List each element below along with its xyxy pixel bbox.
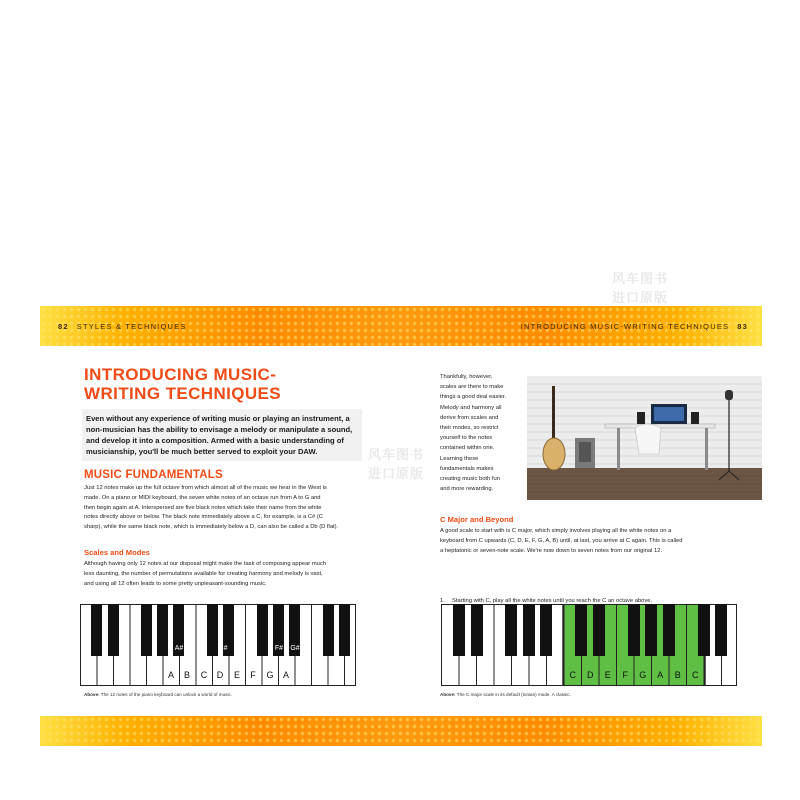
black-key (257, 604, 268, 656)
black-key (645, 604, 657, 656)
sidebar-line: contained within one. (440, 445, 495, 452)
left-section-title: STYLES & TECHNIQUES (76, 322, 187, 331)
guitar-neck (552, 386, 555, 441)
black-key (575, 604, 587, 656)
scale-key-label: E (604, 670, 611, 680)
scale-key-label: C (692, 670, 699, 680)
white-key-label: C (200, 670, 208, 680)
chair (635, 424, 661, 454)
studio-photo (527, 376, 762, 500)
monitor-screen (654, 407, 684, 421)
black-key (108, 604, 119, 656)
right-section-title: INTRODUCING MUSIC-WRITING TECHNIQUES (520, 322, 730, 331)
speaker (637, 412, 645, 424)
watermark-line: 风车图书 (368, 447, 425, 462)
black-key (505, 604, 517, 656)
right-page-number: 83 (737, 322, 748, 331)
black-key (523, 604, 535, 656)
microphone (725, 390, 733, 400)
header-band (40, 306, 762, 346)
desk-leg (617, 428, 620, 470)
black-key (453, 604, 465, 656)
step-line: Starting with C, play all the white notes until you reach the C an octave above. (452, 598, 653, 604)
black-key (91, 604, 102, 656)
intro-paragraph: Even without any experience of writing music or playing an instrument, a non-musician has the ability to envisage a melody or manipulate a sound, and develop it into a composition. Armed with a basic understanding of musicianship, you'll be much better served to exploit your DAW. (82, 409, 362, 461)
page-title (84, 365, 344, 403)
cmajor-line: A good scale to start with is C major, which simply involves playing all the white notes on a (440, 528, 672, 534)
sidebar-line: scales are there to make (440, 384, 504, 391)
black-key-label: D# (234, 645, 244, 652)
left-caption-label: Above: (84, 692, 100, 697)
sidebar-line: their modes, so restrict (440, 425, 499, 432)
left-caption (84, 692, 232, 697)
scale-key-label: D (587, 670, 594, 680)
right-caption-label: Above: (440, 692, 456, 697)
cmajor-text (440, 527, 740, 556)
white-key-label: A (282, 670, 290, 680)
black-key (339, 604, 350, 656)
white-key-label: B (183, 670, 191, 680)
black-key-label: F# (274, 645, 284, 652)
sidebar-line: and more rewarding. (440, 486, 494, 493)
sidebar-line: Learning these (440, 455, 479, 462)
fundamentals-line: notes directly above or below. The black note immediately above a C, for example, is a C# (C (84, 514, 323, 521)
white-key-label: G (266, 670, 274, 680)
fundamentals-line: sharp), while the same black note, which is immediately below a D, can also be called a Db (D flat). (84, 524, 339, 531)
sidebar-line: fundamentals makes (440, 465, 494, 472)
book-spread (40, 306, 762, 746)
fundamentals-text (84, 484, 374, 533)
black-key-label: G# (290, 645, 300, 652)
desk-leg (705, 428, 708, 470)
black-key (141, 604, 152, 656)
scale-key-label: B (674, 670, 681, 680)
black-key (593, 604, 605, 656)
black-key (323, 604, 334, 656)
black-key-label: A# (174, 645, 184, 652)
black-key (715, 604, 727, 656)
white-key-label: A (167, 670, 175, 680)
watermark-top (612, 268, 668, 306)
white-key-label: D (216, 670, 224, 680)
black-key (663, 604, 675, 656)
scale-key-label: C (569, 670, 577, 680)
scale-key-label: G (639, 670, 647, 680)
sidebar-line: creating music both fun (440, 476, 500, 483)
watermark-line: 进口原版 (368, 466, 425, 481)
cmajor-heading: C Major and Beyond (440, 515, 514, 524)
black-key (540, 604, 552, 656)
watermark-line: 进口原版 (612, 290, 669, 305)
guitar-body (543, 438, 565, 470)
fundamentals-line: made. On a piano or MIDI keyboard, the seven white notes of an octave run from A to G and (84, 494, 321, 501)
sidebar-line: Thankfully, however, (440, 374, 493, 380)
sidebar-line: derive from scales and (440, 414, 499, 421)
watermark-center (368, 444, 424, 482)
black-key (698, 604, 710, 656)
black-key (471, 604, 483, 656)
scales-heading: Scales and Modes (84, 548, 150, 557)
title-line-1: INTRODUCING MUSIC- (84, 365, 277, 384)
scales-text (84, 560, 374, 589)
left-caption-text: The 12 notes of the piano keyboard can unlock a world of music. (100, 692, 233, 697)
keyboard-chromatic (80, 604, 356, 686)
black-key-label: C# (218, 645, 228, 652)
step-number: 1. (440, 598, 445, 604)
black-key (157, 604, 168, 656)
scales-line: less daunting, the number of permutations available for creating harmony and melody is vast, (84, 570, 323, 577)
keyboard-c-major (441, 604, 737, 686)
fundamentals-heading: MUSIC FUNDAMENTALS (84, 469, 223, 481)
sidebar-line: Melody and harmony all (440, 404, 502, 411)
title-line-2: WRITING TECHNIQUES (84, 384, 282, 403)
cmajor-line: a heptatonic or seven-note scale. We're now down to seven notes from our original 12. (440, 547, 663, 554)
watermark-line: 风车图书 (612, 271, 669, 286)
sidebar-line: things a good deal easier. (440, 394, 507, 401)
sidebar-line: yourself to the notes (440, 435, 493, 442)
fundamentals-line: Just 12 notes make up the full octave from which almost all of the music we hear in the West is (84, 485, 327, 491)
scale-key-label: A (657, 670, 664, 680)
amp-grille (579, 442, 591, 462)
right-caption (440, 692, 571, 697)
scales-line: and using all 12 often leads to some pretty unpleasant-sounding music. (84, 580, 267, 587)
cmajor-line: keyboard from C upwards (C, D, E, F, G, A, B) until, at last, you arrive at C again. This is called (440, 537, 683, 544)
sidebar-text (440, 372, 526, 494)
right-caption-text: The C major scale in its default (Ionian) mode. A classic. (456, 692, 571, 697)
scale-key-label: F (622, 670, 629, 680)
scales-line: Although having only 12 notes at our disposal might make the task of composing appear much (84, 561, 327, 567)
left-page-number: 82 (58, 322, 69, 331)
footer-band (40, 716, 762, 746)
left-running-head (58, 322, 187, 331)
white-key-label: E (233, 670, 241, 680)
fundamentals-line: then begin again at A. Interspersed are five black notes which take their name from the white (84, 504, 322, 511)
white-key-label: F (250, 670, 256, 680)
right-running-head (521, 322, 748, 331)
speaker (691, 412, 699, 424)
black-key (628, 604, 640, 656)
black-key (207, 604, 218, 656)
